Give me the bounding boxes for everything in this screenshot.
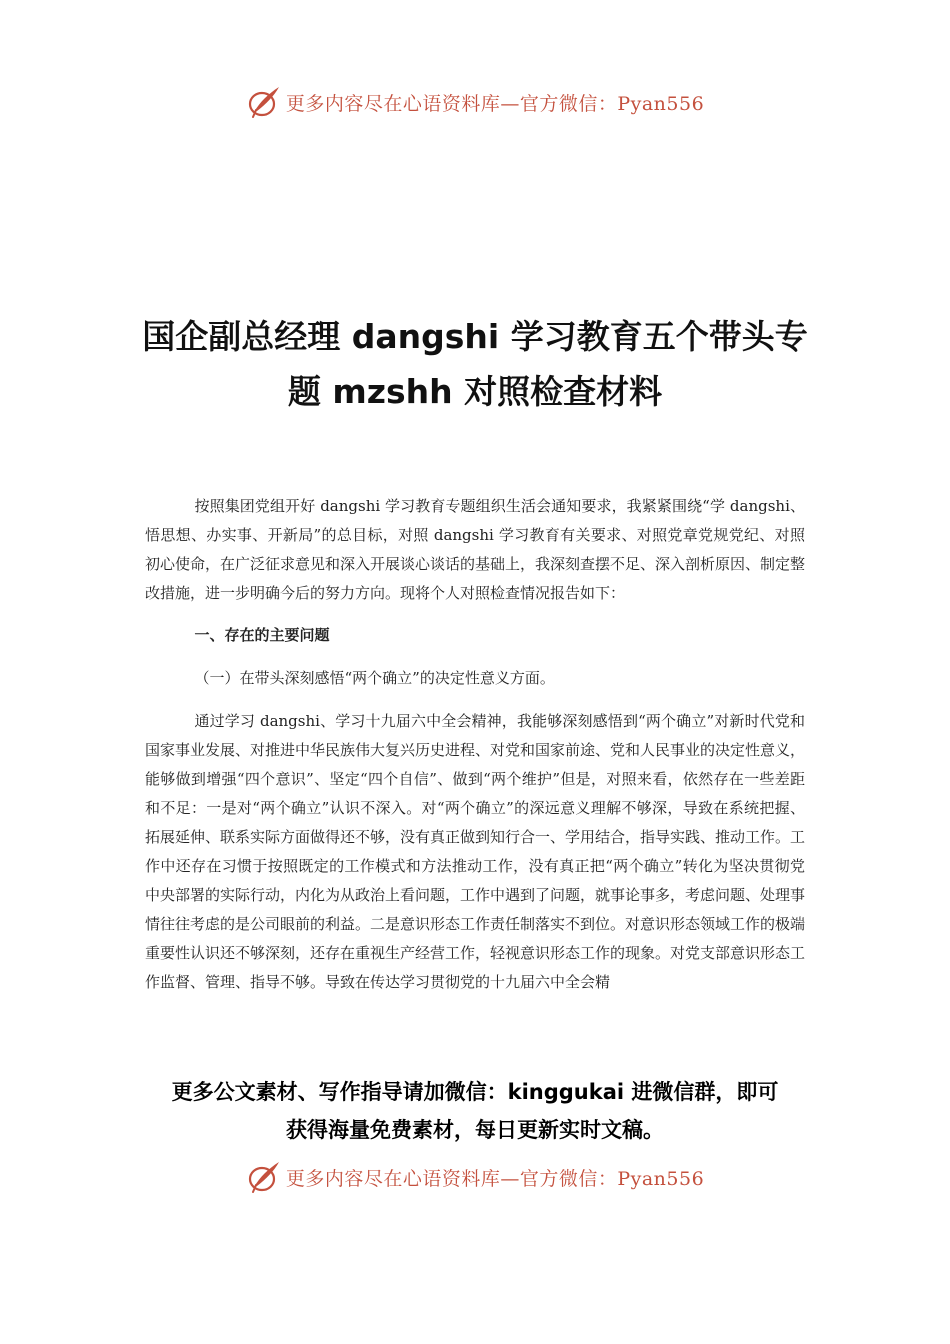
title-line-1: 国企副总经理 dangshi 学习教育五个带头专 [142, 317, 808, 356]
banner-text: 更多内容尽在心语资料库—官方微信：Pyan556 [285, 92, 705, 115]
intro-paragraph: 按照集团党组开好 dangshi 学习教育专题组织生活会通知要求，我紧紧围绕“学 dangshi、悟思想、办实事、开新局”的总目标，对照 dangshi 学习教育有关要求、对照党章党规党纪、对照初心使命，在广泛征求意见和深入开展谈心谈话的基础上，我深刻查摆不足、深入剖析原因、制定整改措施，进一步明确今后的努力方向。现将个人对照检查情况报告如下： [145, 497, 806, 602]
section-heading: 一、存在的主要问题 [194, 626, 330, 644]
header-banner [0, 82, 950, 122]
document-title [100, 309, 850, 419]
promo-line-1: 更多公文素材、写作指导请加微信：kinggukai 进微信群，即可 [171, 1080, 779, 1104]
promo-notice [95, 1073, 855, 1149]
document-body [145, 492, 805, 997]
quill-logo-icon [246, 1159, 282, 1195]
promo-line-2: 获得海量免费素材，每日更新实时文稿。 [286, 1118, 664, 1142]
body-paragraph: 通过学习 dangshi、学习十九届六中全会精神，我能够深刻感悟到“两个确立”对新时代党和国家事业发展、对推进中华民族伟大复兴历史进程、对党和国家前途、党和人民事业的决定性意义，能够做到增强“四个意识”、坚定“四个自信”、做到“两个维护”但是，对照来看，依然存在一些差距和不足：一是对“两个确立”认识不深入。对“两个确立”的深远意义理解不够深，导致在系统把握、拓展延伸、联系实际方面做得还不够，没有真正做到知行合一、学用结合，指导实践、推动工作。工作中还存在习惯于按照既定的工作模式和方法推动工作，没有真正把“两个确立”转化为坚决贯彻党中央部署的实际行动，内化为从政治上看问题，工作中遇到了问题，就事论事多，考虑问题、处理事情往往考虑的是公司眼前的利益。二是意识形态工作责任制落实不到位。对意识形态领域工作的极端重要性认识还不够深刻，还存在重视生产经营工作，轻视意识形态工作的现象。对党支部意识形态工作监督、管理、指导不够。导致在传达学习贯彻党的十九届六中全会精 [145, 712, 806, 991]
subsection-heading: （一）在带头深刻感悟“两个确立”的决定性意义方面。 [194, 669, 555, 687]
title-line-2: 题 mzshh 对照检查材料 [287, 372, 663, 411]
quill-logo-icon [246, 84, 282, 120]
banner-text: 更多内容尽在心语资料库—官方微信：Pyan556 [285, 1167, 705, 1190]
footer-banner [0, 1157, 950, 1197]
